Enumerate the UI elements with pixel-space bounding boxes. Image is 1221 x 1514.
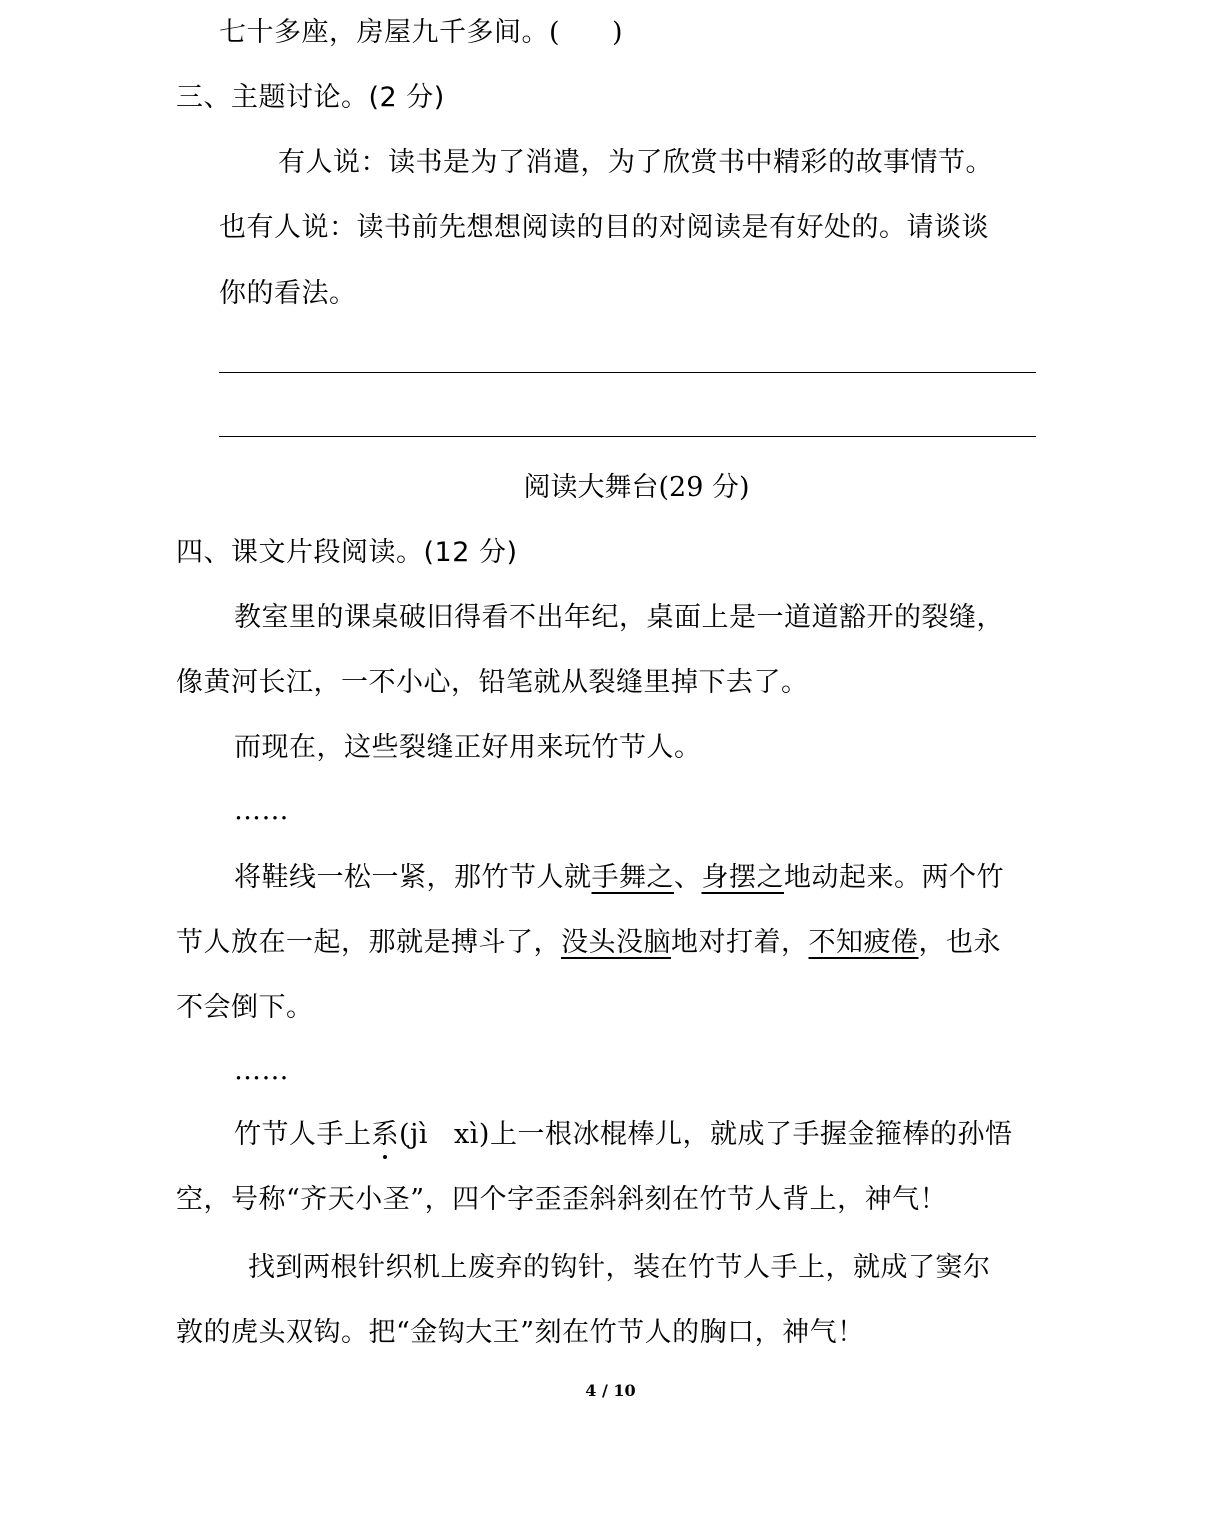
passage-ellipsis-1: ……	[234, 795, 289, 826]
p3-text-c: 地动起来。两个竹	[784, 862, 1004, 893]
p3-text-b: 、	[674, 862, 702, 893]
passage-p1-line-1: 教室里的课桌破旧得看不出年纪，桌面上是一道道豁开的裂缝，	[234, 602, 1004, 633]
passage-p4-line-1	[234, 1117, 1012, 1153]
section-4-heading: 四、课文片段阅读。(12 分)	[176, 537, 518, 568]
p3-text-a: 将鞋线一松一紧，那竹节人就	[234, 862, 592, 893]
passage-p5-line-2: 敦的虎头双钩。把“金钩大王”刻在竹节人的胸口，神气！	[176, 1317, 865, 1348]
p4-text-b: 上一根冰棍棒儿，就成了手握金箍棒的孙悟	[489, 1119, 1013, 1150]
pinyin-option-ji: (jì	[399, 1119, 429, 1150]
reading-stage-title: 阅读大舞台(29 分)	[523, 472, 750, 503]
passage-p3-line-1	[234, 860, 1004, 896]
answer-line-1[interactable]	[219, 372, 1036, 373]
underlined-phrase-buzhipijuan: 不知疲倦	[808, 927, 919, 958]
passage-p1-line-2: 像黄河长江，一不小心，铅笔就从裂缝里掉下去了。	[176, 667, 809, 698]
section-3-prompt-line-3: 你的看法。	[219, 278, 357, 309]
answer-line-2[interactable]	[219, 436, 1036, 437]
p3-line2-text-b: 地对打着，	[671, 927, 809, 958]
passage-p4-line-2: 空，号称“齐天小圣”，四个字歪歪斜斜刻在竹节人背上，神气！	[176, 1184, 948, 1215]
continuation-line	[219, 15, 623, 51]
passage-p2: 而现在，这些裂缝正好用来玩竹节人。	[234, 732, 702, 763]
underlined-phrase-shouwuzhi: 手舞之	[591, 862, 674, 893]
passage-p5-line-1: 找到两根针织机上废弃的钩针，装在竹节人手上，就成了窦尔	[248, 1252, 991, 1283]
section-3-prompt-line-2: 也有人说：读书前先想想阅读的目的对阅读是有好处的。请谈谈	[219, 212, 989, 243]
p3-line2-text-a: 节人放在一起，那就是搏斗了，	[176, 927, 561, 958]
page-number: 4 / 10	[585, 1381, 636, 1400]
section-3-prompt-line-1: 有人说：读书是为了消遣，为了欣赏书中精彩的故事情节。	[278, 147, 993, 178]
section-3-heading: 三、主题讨论。(2 分)	[176, 82, 445, 113]
underlined-phrase-shenbaizhi: 身摆之	[701, 862, 784, 893]
underlined-phrase-meitoumeinao: 没头没脑	[561, 927, 671, 958]
passage-p3-line-2	[176, 925, 1001, 961]
continuation-close-paren: )	[612, 17, 624, 48]
passage-p3-line-3: 不会倒下。	[176, 992, 314, 1023]
pinyin-option-xi: xì)	[454, 1119, 490, 1150]
continuation-text: 七十多座，房屋九千多间。(	[219, 17, 561, 48]
p4-text-a: 竹节人手上	[234, 1119, 372, 1150]
passage-ellipsis-2: ……	[234, 1055, 289, 1086]
p3-line2-text-c: ，也永	[918, 927, 1001, 958]
dotted-char-xi: 系	[372, 1117, 400, 1153]
